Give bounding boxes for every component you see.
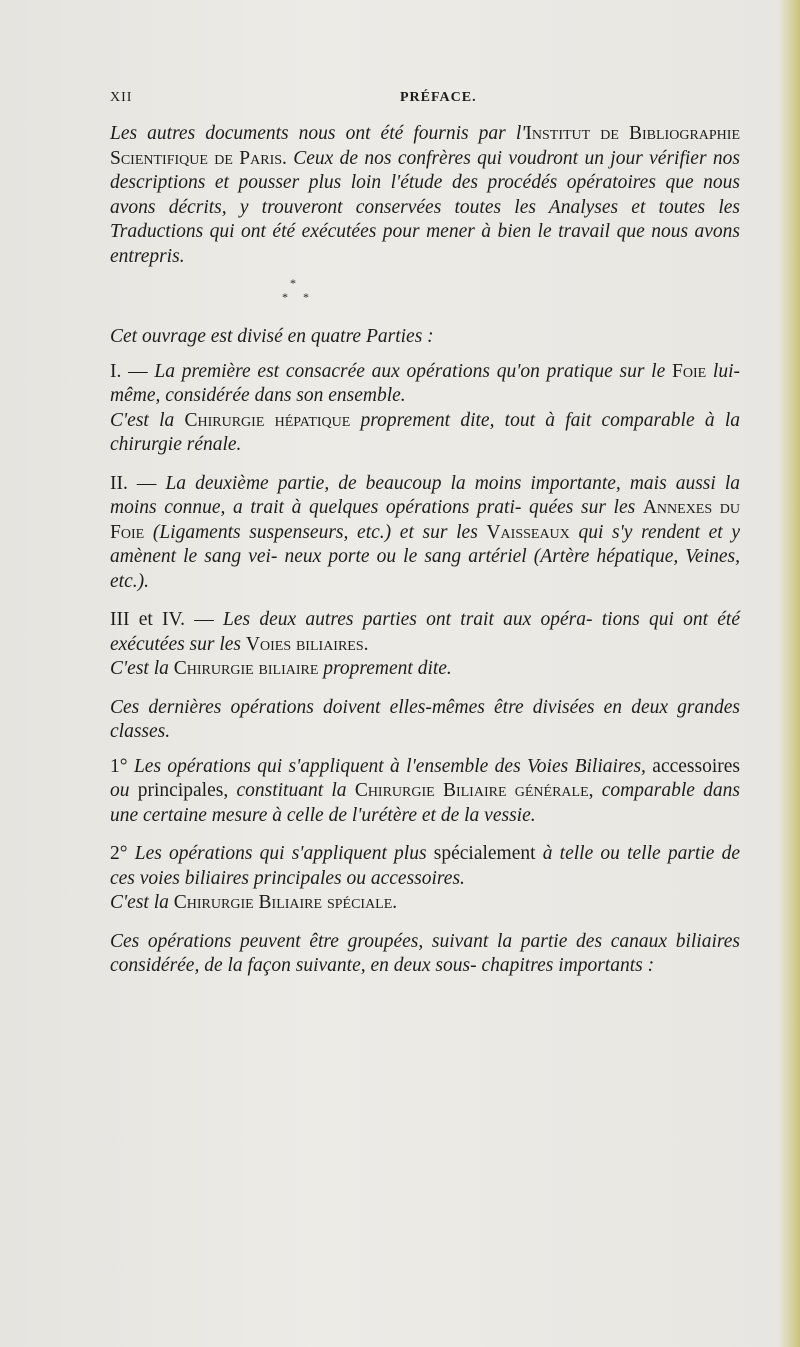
body-text [110, 122, 740, 979]
paragraph-part-3-4: III et IV. — Les deux autres parties ont trait aux opéra- tions qui ont été exécutées sur les Voies biliaires. [110, 609, 741, 655]
paragraph-classes: Ces dernières opérations doivent elles-mêmes être divisées en deux grandes classes. [110, 696, 740, 742]
paragraph-part-2: II. — La deuxième partie, de beaucoup la moins importante, mais aussi la moins connue, a trait à quelques opérations prati- quées sur les Annexes du Foie (Ligaments suspenseurs, etc.) et sur les Vaisseaux qui s'y rendent et y amènent le sang vei- neux porte ou le sang artériel (Artère hépatique, Veines, etc.). [110, 472, 741, 592]
asterism-ornament: * * * [282, 276, 315, 304]
paragraph-division: Cet ouvrage est divisé en quatre Parties : [110, 326, 434, 347]
paragraph-class-2: 2° Les opérations qui s'appliquent plus spécialement à telle ou telle partie de ces voies biliaires principales ou accessoires. [110, 843, 740, 889]
paragraph-groupees: Ces opérations peuvent être groupées, suivant la partie des canaux biliaires considérée, de la façon suivante, en deux sous- chapitres importants : [110, 930, 740, 976]
paragraph-chirurgie-speciale: C'est la Chirurgie Biliaire spéciale. [110, 892, 398, 913]
paragraph-chirurgie-biliaire: C'est la Chirurgie biliaire proprement dite. [110, 658, 452, 679]
paragraph-chirurgie-hepatique: C'est la Chirurgie hépatique proprement dite, tout à fait comparable à la chirurgie rénale. [110, 409, 741, 455]
folio: XII [110, 90, 133, 105]
paragraph-institut: Les autres documents nous ont été fournis par l'Institut de Bibliographie Scientifique de Paris. Ceux de nos confrères qui voudront un jour vérifier nos descriptions et pousser plus loin l'étude des procédés opératoires que nous avons décrits, y trouveront conservées toutes les Analyses et toutes les Traductions qui ont été exécutées pour mener à bien le travail que nous avons entrepris. [110, 123, 740, 267]
page-edge-shadow [778, 0, 800, 1347]
paragraph-part-1: I. — La première est consacrée aux opérations qu'on pratique sur le Foie lui-même, considérée dans son ensemble. [110, 360, 741, 406]
running-head: PRÉFACE. [400, 90, 477, 105]
page-header [110, 90, 750, 112]
paragraph-class-1: 1° Les opérations qui s'appliquent à l'ensemble des Voies Biliaires, accessoires ou principales, constituant la Chirurgie Biliaire générale, comparable dans une certaine mesure à celle de l'urétère et de la vessie. [110, 755, 741, 826]
